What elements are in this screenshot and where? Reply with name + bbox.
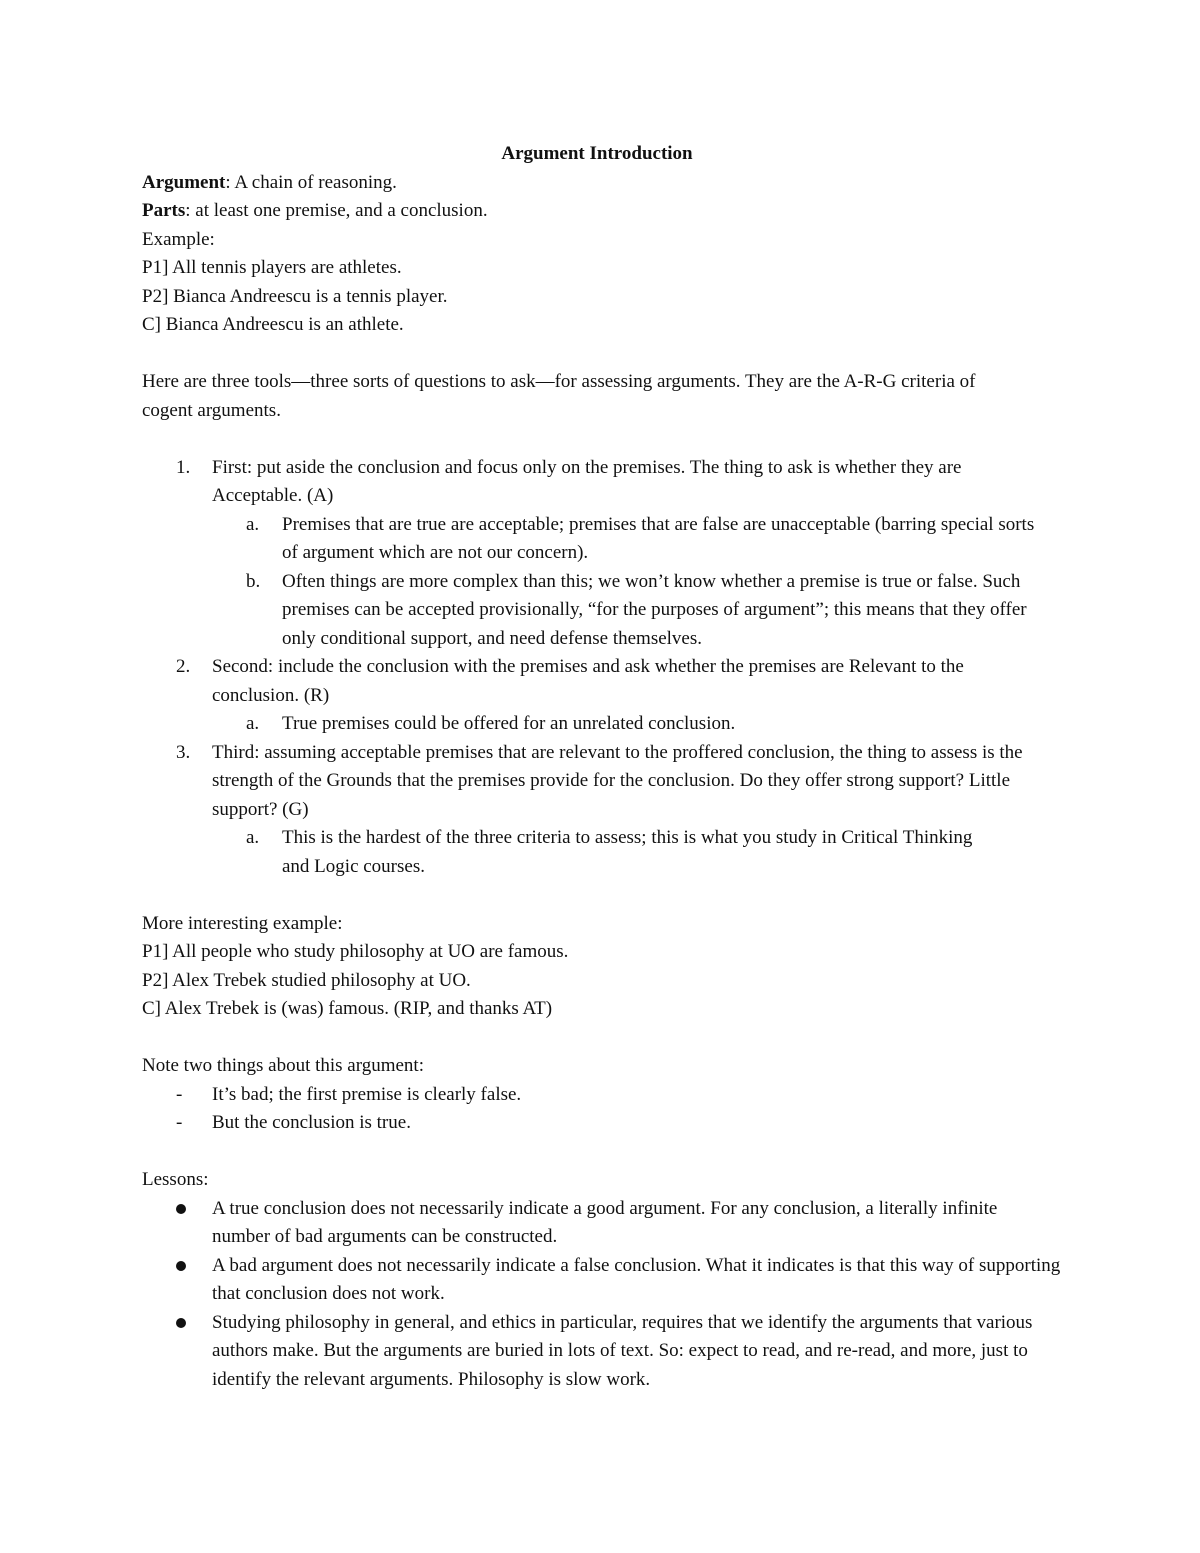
intro-paragraph: Here are three tools—three sorts of questions to ask—for assessing arguments. They are the A-R-G criteria of cogent arguments.	[142, 371, 976, 421]
notes-item-text: But the conclusion is true.	[212, 1112, 411, 1133]
notes-item-text: It’s bad; the first premise is clearly false.	[212, 1083, 522, 1105]
example2-conclusion: C] Alex Trebek is (was) famous. (RIP, and thanks AT)	[142, 998, 553, 1019]
criteria-sub-item	[142, 824, 1062, 881]
document-page	[142, 140, 1062, 1394]
example-label: Example:	[142, 228, 215, 250]
lesson-item	[142, 1309, 1062, 1395]
sub-text: This is the hardest of the three criteria to assess; this is what you study in Critical Thinking and Logic courses.	[282, 827, 973, 877]
criteria-text: Second: include the conclusion with the premises and ask whether the premises are Relevant to the conclusion. (R)	[212, 656, 964, 706]
criteria-text: First: put aside the conclusion and focus only on the premises. The thing to ask is whether they are Acceptable. (A)	[212, 456, 962, 506]
sub-label: a.	[246, 513, 260, 535]
notes-item	[142, 1109, 1062, 1138]
sub-text: True premises could be offered for an unrelated conclusion.	[282, 713, 736, 734]
notes-label: Note two things about this argument:	[142, 1055, 424, 1076]
sub-text: Premises that are true are acceptable; premises that are false are unacceptable (barring special sorts of argument which are not our concern).	[282, 513, 1035, 563]
criteria-number: 2.	[176, 656, 191, 677]
criteria-item-2	[142, 653, 1062, 739]
example-conclusion: C] Bianca Andreescu is an athlete.	[142, 314, 404, 335]
sub-label: a.	[246, 713, 260, 734]
example2-premise-1: P1] All people who study philosophy at UO are famous.	[142, 941, 569, 962]
bullet-icon	[176, 1261, 186, 1271]
criteria-sub-item	[142, 710, 1062, 739]
lesson-text: Studying philosophy in general, and ethics in particular, requires that we identify the arguments that various authors make. But the arguments are buried in lots of text. So: expect to read, and re-read, and more, just to identify the relevant arguments. Philosophy is slow work.	[212, 1311, 1033, 1390]
example2-premise-2: P2] Alex Trebek studied philosophy at UO.	[142, 969, 471, 991]
lessons-label: Lessons:	[142, 1169, 209, 1190]
page-title: Argument Introduction	[501, 143, 693, 164]
criteria-sub-item	[142, 511, 1062, 568]
bullet-icon	[176, 1204, 186, 1214]
lesson-text: A true conclusion does not necessarily indicate a good argument. For any conclusion, a literally infinite number of bad arguments can be constructed.	[212, 1197, 998, 1247]
sub-text: Often things are more complex than this; we won’t know whether a premise is true or false. Such premises can be accepted provisionally, “for the purposes of argument”; this means that they offer only conditional support, and need defense themselves.	[282, 570, 1027, 649]
example-premise-1: P1] All tennis players are athletes.	[142, 257, 402, 278]
sub-label: b.	[246, 570, 261, 592]
criteria-sub-item	[142, 568, 1062, 654]
argument-definition-text: : A chain of reasoning.	[225, 171, 397, 193]
parts-definition	[142, 197, 1062, 226]
sub-label: a.	[246, 827, 260, 848]
criteria-item-3	[142, 739, 1062, 882]
dash-marker: -	[176, 1112, 183, 1133]
criteria-number: 1.	[176, 456, 191, 478]
parts-definition-text: : at least one premise, and a conclusion.	[185, 200, 488, 221]
lesson-item	[142, 1195, 1062, 1252]
dash-marker: -	[176, 1083, 183, 1105]
notes-item	[142, 1081, 1062, 1110]
lesson-text: A bad argument does not necessarily indicate a false conclusion. What it indicates is that this way of supporting that conclusion does not work.	[212, 1254, 1061, 1304]
bullet-icon	[176, 1318, 186, 1328]
criteria-number: 3.	[176, 741, 191, 763]
argument-definition	[142, 169, 1062, 198]
criteria-list	[142, 454, 1062, 882]
argument-term: Argument	[142, 171, 226, 193]
criteria-item-1	[142, 454, 1062, 654]
example-premise-2: P2] Bianca Andreescu is a tennis player.	[142, 285, 448, 307]
criteria-text: Third: assuming acceptable premises that are relevant to the proffered conclusion, the thing to assess is the strength of the Grounds that the premises provide for the conclusion. Do they offer strong support? Little support? (G)	[212, 741, 1023, 820]
example2-label: More interesting example:	[142, 912, 343, 934]
parts-term: Parts	[142, 200, 186, 221]
lesson-item	[142, 1252, 1062, 1309]
